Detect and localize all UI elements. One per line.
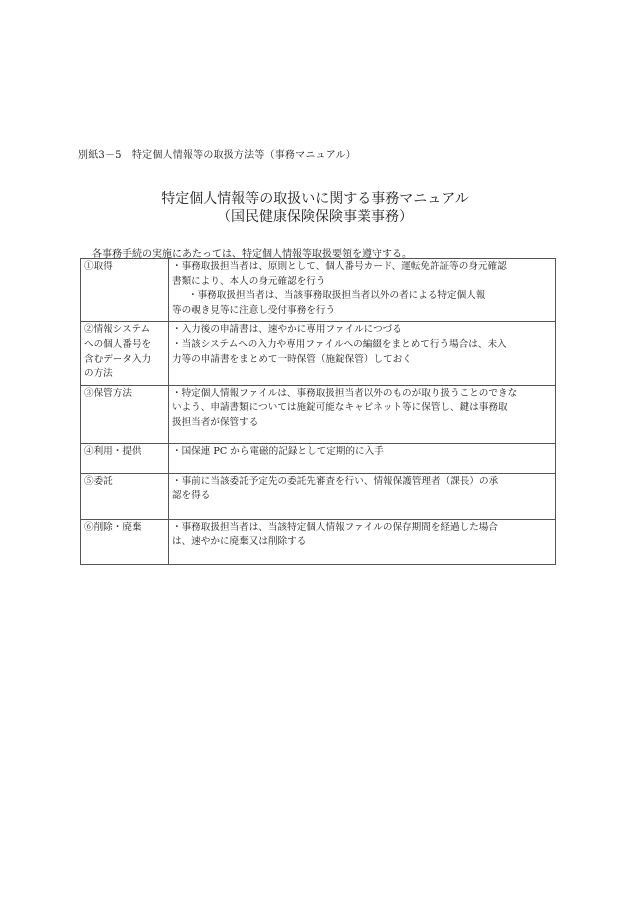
- category-line: ⑤委託: [84, 475, 113, 487]
- row-category: [81, 259, 169, 322]
- category-line: ③保管方法: [84, 387, 132, 399]
- content-line: 力等の申請書をまとめて一時保管（施錠保管）しておく: [172, 353, 412, 365]
- content-line: 扱担当者が保管する: [172, 416, 259, 428]
- row-content: [169, 443, 556, 473]
- content-line: ・事前に当該委託予定先の委託先審査を行い、情報保護管理者（課長）の承: [172, 475, 499, 487]
- table-row: [81, 443, 556, 473]
- content-line: ・特定個人情報ファイルは、事務取扱担当者以外のものが取り扱うことのできな: [172, 387, 518, 399]
- content-line: ・国保連 PC から電磁的記録として定期的に入手: [172, 445, 384, 457]
- content-line: 書類により、本人の身元確認を行う: [172, 275, 326, 287]
- row-content: [169, 473, 556, 519]
- procedure-table: [80, 258, 556, 565]
- content-line: ・事務取扱担当者は、当該特定個人情報ファイルの保存期間を経過した場合: [172, 521, 498, 533]
- content-line: いよう、申請書類については施錠可能なキャビネット等に保管し、鍵は事務取: [172, 402, 508, 414]
- row-category: [81, 322, 169, 385]
- row-content: [169, 385, 556, 443]
- row-category: [81, 519, 169, 564]
- annex-label: 別紙3－5 特定個人情報等の取扱方法等（事務マニュアル）: [78, 150, 356, 161]
- table-row: [81, 322, 556, 385]
- table-row: [81, 519, 556, 564]
- content-line: 認を得る: [172, 490, 211, 502]
- category-line: ⑥削除・廃棄: [84, 521, 142, 533]
- category-line: の方法: [84, 368, 113, 380]
- intro-text: 各事務手続の実施にあたっては、特定個人情報等取扱要領を遵守する。: [92, 249, 412, 260]
- content-line: ・当該システムへの入力や専用ファイルへの編綴をまとめて行う場合は、未入: [172, 338, 507, 350]
- table-row: [81, 385, 556, 443]
- row-content: [169, 519, 556, 564]
- table-row: [81, 473, 556, 519]
- content-line: 等の覗き見等に注意し受付事務を行う: [172, 304, 336, 316]
- category-line: への個人番号を: [84, 338, 152, 350]
- row-content: [169, 259, 556, 322]
- category-line: ②情報システム: [84, 324, 151, 336]
- content-line: は、速やかに廃棄又は削除する: [172, 536, 307, 548]
- content-line: ・事務取扱担当者は、当該事務取扱担当者以外の者による特定個人報: [188, 290, 486, 302]
- table-row: [81, 259, 556, 322]
- row-content: [169, 322, 556, 385]
- content-line: ・事務取扱担当者は、原則として、個人番号カード、運転免許証等の身元確認: [172, 261, 507, 272]
- row-category: [81, 473, 169, 519]
- document-title-line2: （国民健康保険保険事業事務）: [217, 209, 413, 225]
- content-line: ・入力後の申請書は、速やかに専用ファイルにつづる: [172, 324, 402, 336]
- category-line: ④利用・提供: [84, 445, 142, 457]
- document-title: [0, 190, 630, 226]
- document-title-line1: 特定個人情報等の取扱いに関する事務マニュアル: [161, 191, 469, 207]
- category-line: ①取得: [84, 261, 113, 272]
- row-category: [81, 443, 169, 473]
- category-line: 含むデータ入力: [84, 353, 152, 365]
- row-category: [81, 385, 169, 443]
